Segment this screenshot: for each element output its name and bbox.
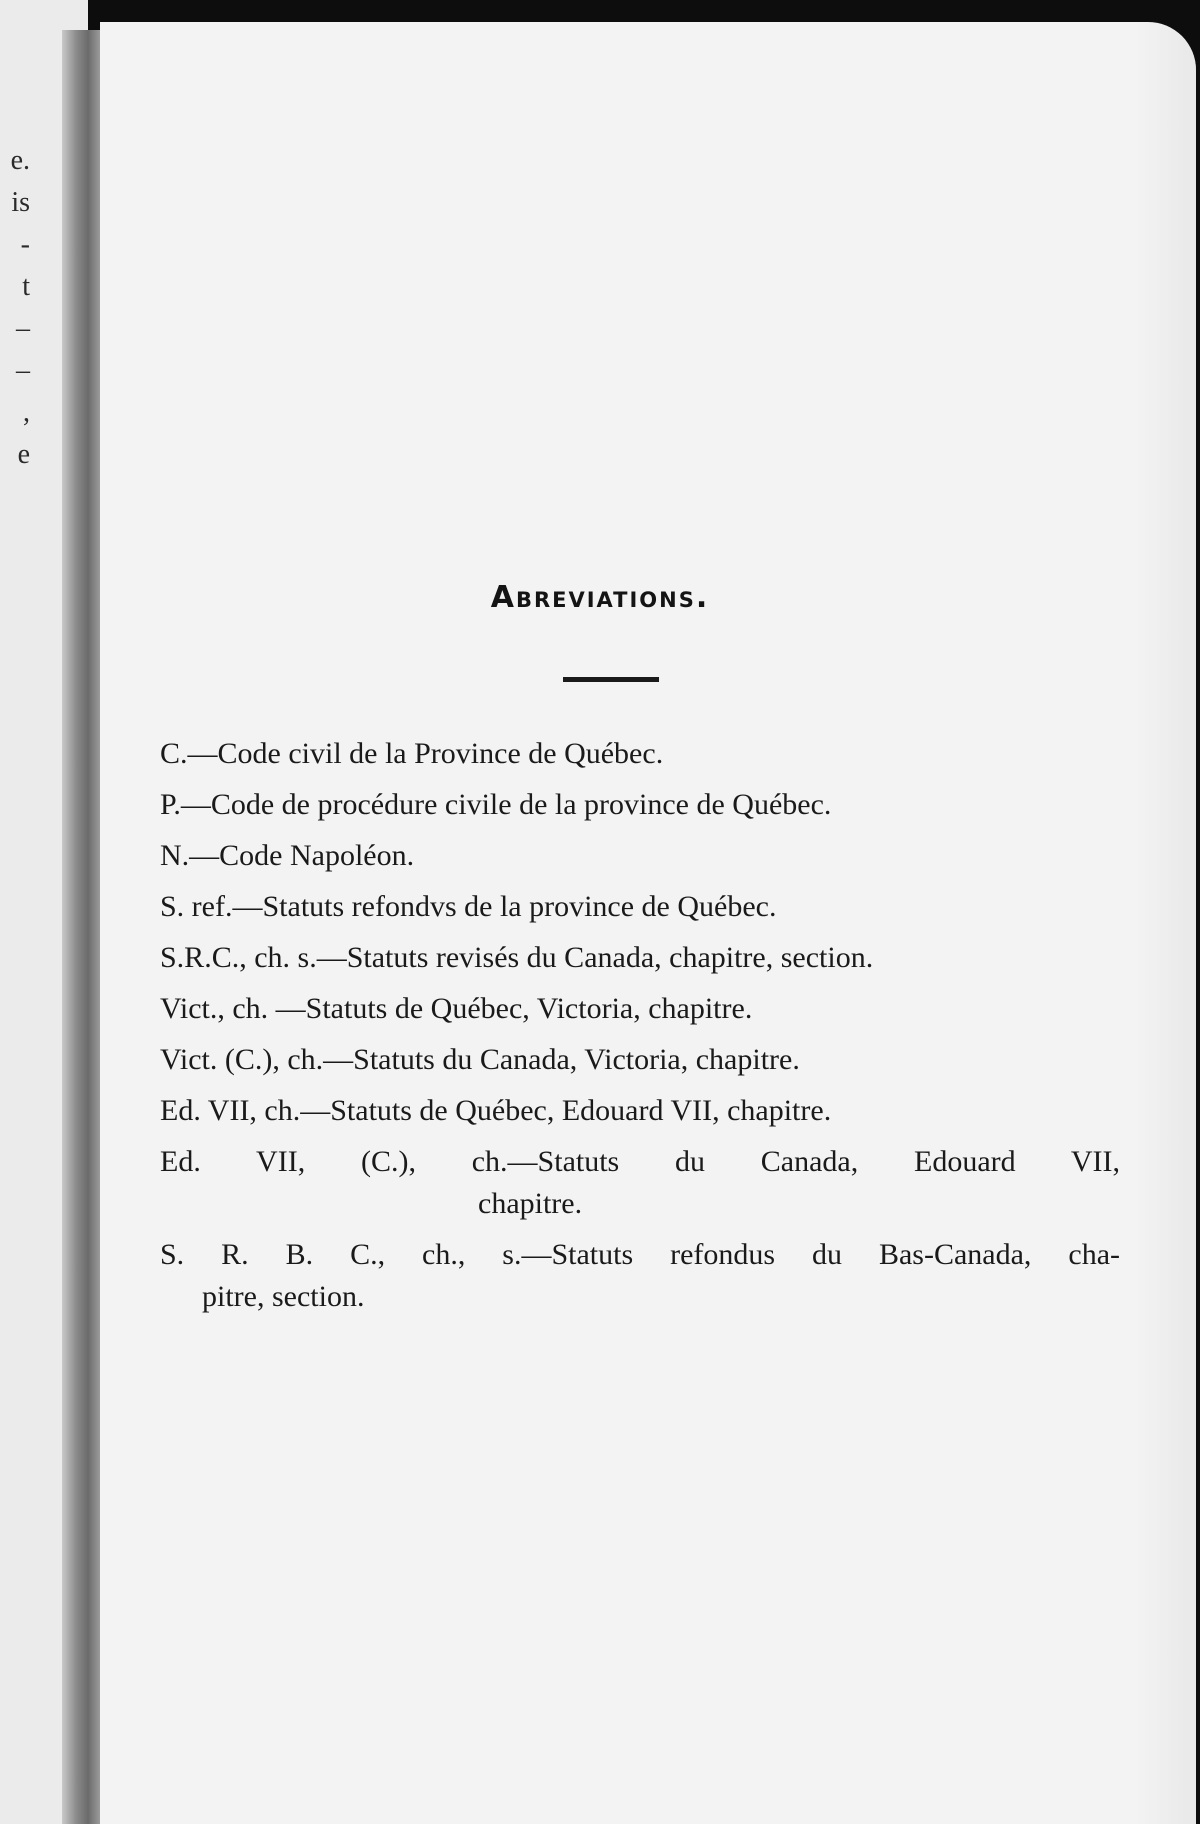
list-item-continuation: pitre, section. (202, 1280, 365, 1313)
abbreviation-list (160, 728, 1120, 1322)
list-item: Ed. VII, ch.—Statuts de Québec, Edouard VII, chapitre. (160, 1094, 832, 1127)
list-item: S.R.C., ch. s.—Statuts revisés du Canada, chapitre, section. (160, 941, 874, 974)
list-item: S. R. B. C., ch., s.—Statuts refondus du Bas-Canada, cha- (160, 1238, 1120, 1271)
page-edge-shading (1136, 22, 1196, 1824)
list-item-continuation: chapitre. (478, 1187, 583, 1220)
list-item: Ed. VII, (C.), ch.—Statuts du Canada, Edouard VII, (160, 1145, 1120, 1178)
title-rule (563, 677, 659, 682)
fragment: is (11, 187, 30, 218)
list-item: Vict., ch. —Statuts de Québec, Victoria, chapitre. (160, 992, 753, 1025)
page (100, 22, 1196, 1824)
fragment: e. (10, 145, 30, 176)
fragment: – (16, 355, 30, 386)
list-item: Vict. (C.), ch.—Statuts du Canada, Victoria, chapitre. (160, 1043, 800, 1076)
list-item: C.—Code civil de la Province de Québec. (160, 737, 664, 770)
fragment: , (23, 397, 30, 428)
fragment: e (17, 439, 30, 470)
fragment: - (20, 229, 30, 260)
page-title: Abreviations. (490, 580, 710, 615)
fragment: – (16, 313, 30, 344)
list-item: P.—Code de procédure civile de la province de Québec. (160, 788, 832, 821)
fragment: t (22, 271, 30, 302)
list-item: S. ref.—Statuts refondvs de la province de Québec. (160, 890, 777, 923)
previous-page-text-fragments (0, 140, 30, 476)
list-item: N.—Code Napoléon. (160, 839, 415, 872)
